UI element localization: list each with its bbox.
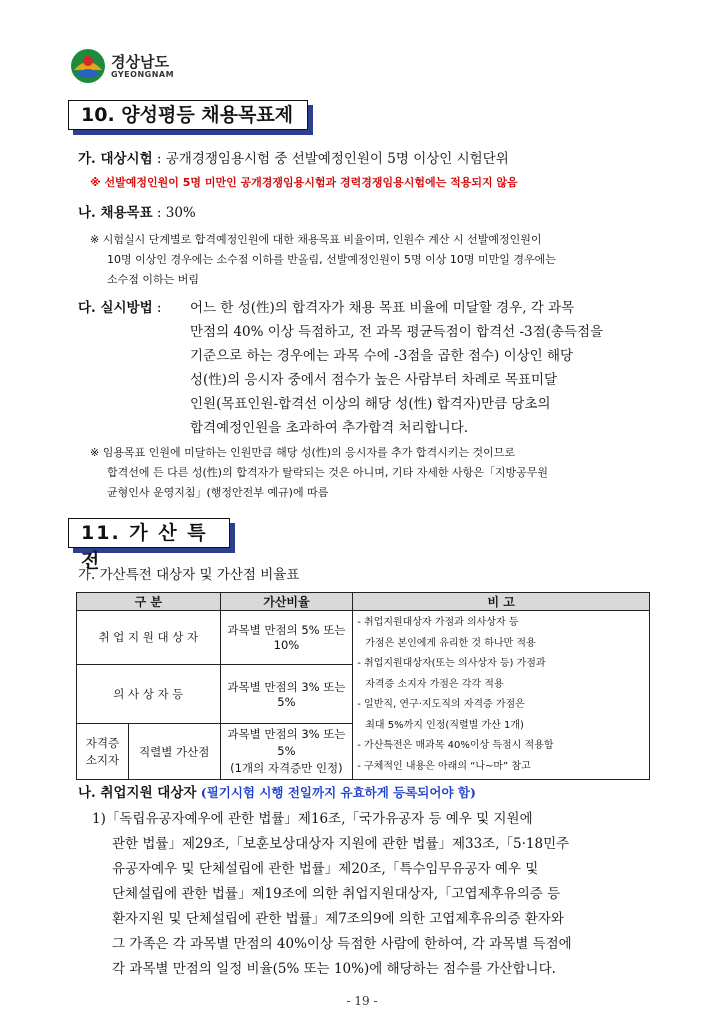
item1-line-3: 유공자예우 및 단체설립에 관한 법률」제20조,「특수임무유공자 예우 및 [112, 861, 539, 877]
item1-line-5: 환자지원 및 단체설립에 관한 법률」제7조의9에 의한 고엽제후유의증 환자와 [112, 911, 564, 927]
logo-english: GYEONGNAM [111, 70, 175, 79]
row-category: 의 사 상 자 등 [77, 664, 221, 724]
method-note-2: 합격선에 든 다른 성(性)의 합격자가 탈락되는 것은 아니며, 기타 자세한 사항은「지방공무원 [107, 466, 548, 479]
method-line-5: 인원(목표인원-합격선 이상의 해당 성(性) 합격자)만큼 당초의 [190, 396, 551, 412]
target-exam-line [78, 148, 509, 170]
item1-line-1: 1)「독립유공자예우에 관한 법률」제16조,「국가유공자 등 예우 및 지원에 [92, 811, 533, 827]
section-11-title: 11. 가 산 특 전 [68, 518, 230, 548]
row-category: 취 업 지 원 대 상 자 [77, 611, 221, 665]
row-category: 자격증 소지자 [77, 724, 129, 780]
gyeongnam-logo [70, 48, 220, 88]
remark-2: 가점은 본인에게 유리한 것 하나만 적용 [365, 637, 536, 649]
method-colon: : [152, 300, 162, 316]
target-exam-text: : 공개경쟁임용시험 중 선발예정인원이 5명 이상인 시험단위 [152, 151, 509, 167]
remark-8: - 구체적인 내용은 아래의 “나~마” 참고 [357, 760, 531, 772]
remark-6: 최대 5%까지 인정(직렬별 가산 1개) [365, 719, 524, 731]
employment-support-heading [78, 782, 476, 804]
logo-korean: 경상남도 [111, 53, 169, 71]
remark-3: - 취업지원대상자(또는 의사상자 등) 가점과 [357, 658, 546, 669]
remark-4: 자격증 소지자 가점은 각각 적용 [365, 678, 504, 690]
table-row [77, 611, 650, 665]
bonus-table-heading: 가. 가산특전 대상자 및 가산점 비율표 [78, 567, 300, 583]
remarks-cell [353, 611, 650, 780]
bonus-rate-table [76, 592, 650, 780]
method-line-1: 어느 한 성(性)의 합격자가 채용 목표 비율에 미달할 경우, 각 과목 [190, 300, 575, 316]
remark-7: - 가산특전은 매과목 40%이상 득점시 적용함 [357, 740, 554, 751]
method-label-line [78, 297, 161, 319]
item1-line-4: 단체설립에 관한 법률」제19조에 의한 취업지원대상자,「고엽제후유의증 등 [112, 886, 561, 902]
gyeongnam-emblem-icon [70, 48, 106, 84]
item1-line-2: 관한 법률」제29조,「보훈보상대상자 지원에 관한 법률」제33조,「5·18민주 [112, 836, 570, 852]
method-line-4: 성(性)의 응시자 중에서 점수가 높은 사람부터 차례로 목표미달 [190, 372, 558, 388]
target-exam-label: 가. 대상시험 [78, 151, 153, 167]
employment-support-label: 나. 취업지원 대상자 [78, 785, 197, 801]
row-rate: 과목별 만점의 5% 또는 10% [220, 611, 353, 665]
employment-support-highlight: (필기시험 시행 전일까지 유효하게 등록되어야 함) [196, 785, 476, 800]
method-note-1: ※ 임용목표 인원에 미달하는 인원만큼 해당 성(性)의 응시자를 추가 합격시키는 것이므로 [90, 446, 516, 459]
hiring-target-text: : 30% [152, 205, 196, 221]
item1-line-7: 각 과목별 만점의 일정 비율(5% 또는 10%)에 해당하는 점수를 가산합니다. [112, 961, 556, 977]
row-rate: 과목별 만점의 3% 또는 5% [220, 664, 353, 724]
hiring-target-note-1: ※ 시험실시 단계별로 합격예정인원에 대한 채용목표 비율이며, 인원수 계산 시 선발예정인원이 [90, 233, 542, 246]
hiring-target-label: 나. 채용목표 [78, 205, 153, 221]
page-number: - 19 - [346, 994, 378, 1008]
method-line-3: 기준으로 하는 경우에는 과목 수에 -3점을 곱한 점수) 이상인 해당 [190, 348, 574, 364]
hiring-target-line [78, 202, 196, 224]
row-subcategory: 직렬별 가산점 [128, 724, 220, 780]
method-line-2: 만점의 40% 이상 득점하고, 전 과목 평균득점이 합격선 -3점(총득점을 [190, 324, 604, 340]
remark-1: - 취업지원대상자 가점과 의사상자 등 [357, 617, 519, 628]
header-remarks: 비 고 [353, 593, 650, 611]
method-label: 다. 실시방법 [78, 300, 153, 316]
section-10-title: 10. 양성평등 채용목표제 [68, 100, 308, 130]
hiring-target-note-2: 10명 이상인 경우에는 소수점 이하를 반올림, 선발예정인원이 5명 이상 10명 미만일 경우에는 [107, 253, 556, 266]
method-line-6: 합격예정인원을 초과하여 추가합격 처리합니다. [190, 420, 468, 436]
header-rate: 가산비율 [220, 593, 353, 611]
method-note-3: 균형인사 운영지침」(행정안전부 예규)에 따름 [107, 486, 329, 499]
table-header-row [77, 593, 650, 611]
hiring-target-note-3: 소수점 이하는 버림 [107, 273, 200, 286]
row-rate: 과목별 만점의 3% 또는 5% (1개의 자격증만 인정) [220, 724, 353, 780]
item1-line-6: 그 가족은 각 과목별 만점의 40%이상 득점한 사람에 한하여, 각 과목별 득점에 [112, 936, 572, 952]
target-exam-note: ※ 선발예정인원이 5명 미만인 공개경쟁임용시험과 경력경쟁임용시험에는 적용되지 않음 [90, 176, 518, 189]
header-category: 구 분 [77, 593, 221, 611]
remark-5: - 일반직, 연구·지도직의 자격증 가점은 [357, 699, 525, 710]
